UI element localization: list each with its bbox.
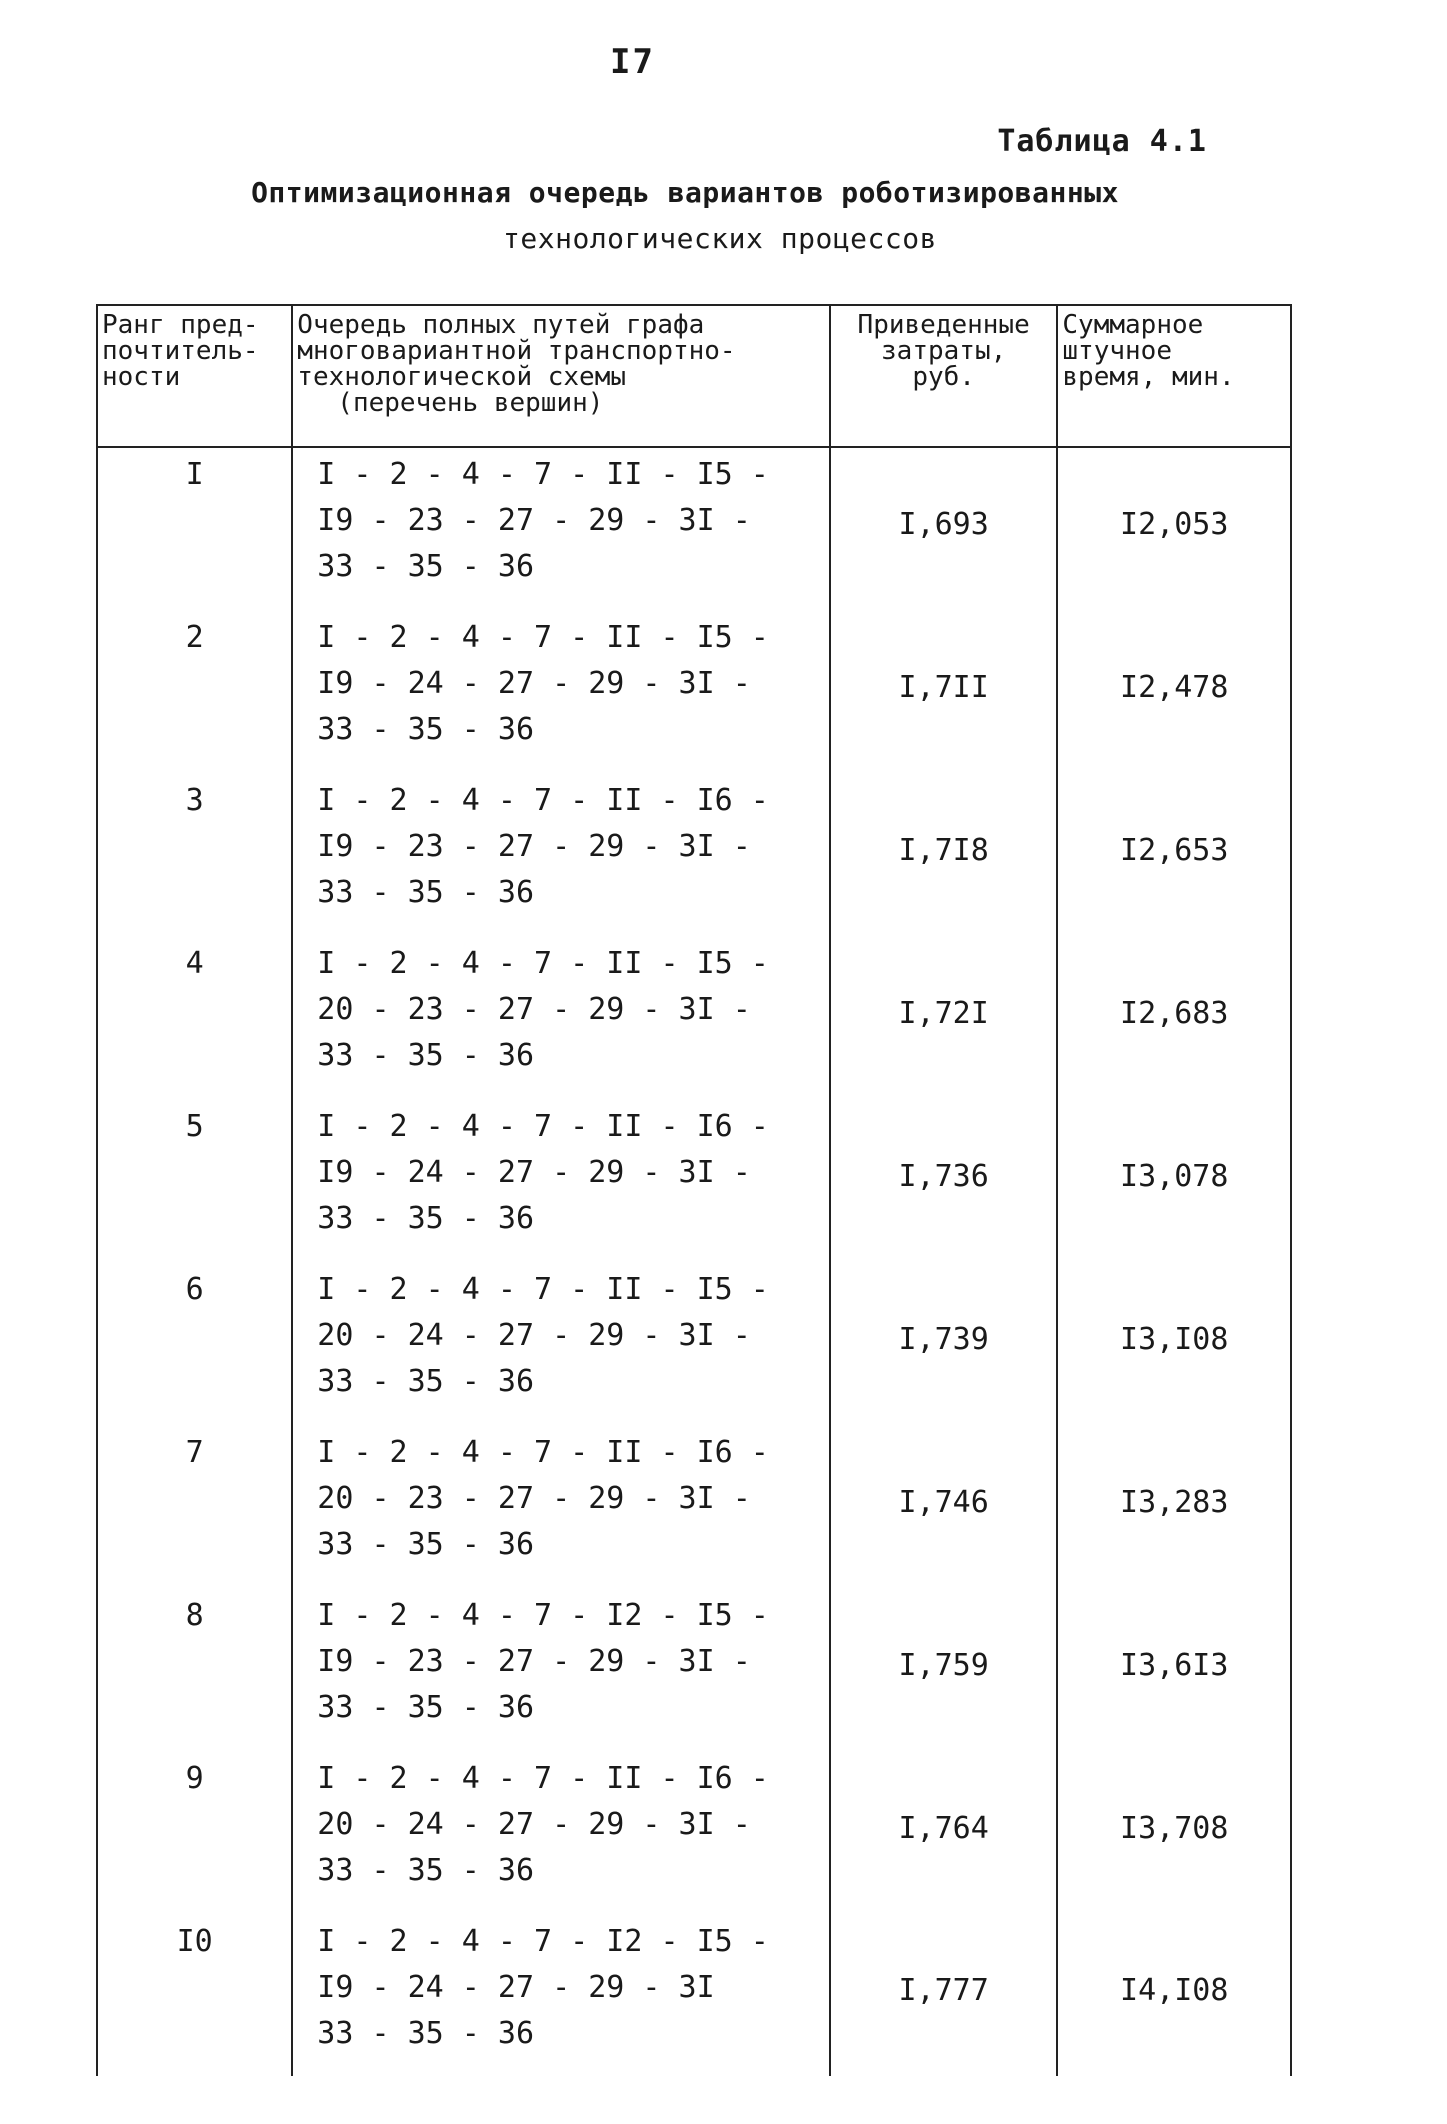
cost-cell: I,764 [830, 1752, 1058, 1915]
table-label: Таблица 4.1 [997, 124, 1207, 159]
cost-cell: I,777 [830, 1915, 1058, 2076]
header-rank [97, 305, 292, 447]
cost-cell: I,72I [830, 937, 1058, 1100]
path-line: I - 2 - 4 - 7 - II - I6 - [317, 1109, 769, 1144]
time-cell: I3,283 [1057, 1426, 1291, 1589]
path-line: I9 - 24 - 27 - 29 - 3I - [317, 1155, 751, 1190]
path-line: I - 2 - 4 - 7 - II - I6 - [317, 783, 769, 818]
path-cell [292, 611, 830, 774]
path-line: 33 - 35 - 36 [317, 549, 535, 584]
header-time-line: штучное [1062, 336, 1172, 366]
path-line: 33 - 35 - 36 [317, 1364, 535, 1399]
path-line: 33 - 35 - 36 [317, 2016, 535, 2051]
time-cell: I3,I08 [1057, 1263, 1291, 1426]
table-row [97, 1100, 1291, 1263]
rank-cell: 6 [97, 1263, 292, 1426]
path-line: I - 2 - 4 - 7 - II - I6 - [317, 1761, 769, 1796]
table-header-row [97, 305, 1291, 447]
rank-cell: I [97, 447, 292, 611]
table-title-line-2: технологических процессов [503, 222, 937, 255]
header-path-line: Очередь полных путей графа [297, 310, 705, 340]
table-title [120, 170, 1320, 262]
time-cell: I2,653 [1057, 774, 1291, 937]
rank-cell: 7 [97, 1426, 292, 1589]
table-row [97, 1589, 1291, 1752]
table-row [97, 611, 1291, 774]
cost-cell: I,739 [830, 1263, 1058, 1426]
table-row [97, 774, 1291, 937]
time-cell: I2,053 [1057, 447, 1291, 611]
table-row [97, 1915, 1291, 2076]
header-path-line: технологической схемы [297, 362, 627, 392]
header-rank-line: ности [102, 362, 181, 392]
path-line: I - 2 - 4 - 7 - II - I5 - [317, 1272, 769, 1307]
path-cell [292, 1915, 830, 2076]
path-line: I9 - 23 - 27 - 29 - 3I - [317, 503, 751, 538]
time-cell: I4,I08 [1057, 1915, 1291, 2076]
path-cell [292, 774, 830, 937]
table-row [97, 1263, 1291, 1426]
optimization-queue-table [96, 304, 1292, 2076]
cost-cell: I,7I8 [830, 774, 1058, 937]
path-cell [292, 1589, 830, 1752]
rank-cell: 2 [97, 611, 292, 774]
path-line: 33 - 35 - 36 [317, 1201, 535, 1236]
time-cell: I3,078 [1057, 1100, 1291, 1263]
path-cell [292, 937, 830, 1100]
header-time [1057, 305, 1291, 447]
path-cell [292, 447, 830, 611]
header-rank-line: Ранг пред- [102, 310, 259, 340]
time-cell: I3,6I3 [1057, 1589, 1291, 1752]
path-line: 33 - 35 - 36 [317, 1853, 535, 1888]
header-cost-line: затраты, [881, 336, 1007, 366]
time-cell: I2,683 [1057, 937, 1291, 1100]
table-row [97, 1752, 1291, 1915]
header-cost [830, 305, 1058, 447]
path-line: 33 - 35 - 36 [317, 712, 535, 747]
path-line: 33 - 35 - 36 [317, 1038, 535, 1073]
header-path [292, 305, 830, 447]
table-row [97, 447, 1291, 611]
header-cost-line: руб. [912, 362, 975, 392]
rank-cell: 9 [97, 1752, 292, 1915]
cost-cell: I,7II [830, 611, 1058, 774]
path-line: I - 2 - 4 - 7 - I2 - I5 - [317, 1598, 769, 1633]
path-line: 33 - 35 - 36 [317, 1527, 535, 1562]
path-line: 20 - 24 - 27 - 29 - 3I - [317, 1318, 751, 1353]
path-line: I - 2 - 4 - 7 - II - I5 - [317, 457, 769, 492]
path-line: 20 - 23 - 27 - 29 - 3I - [317, 992, 751, 1027]
path-line: 33 - 35 - 36 [317, 1690, 535, 1725]
path-line: I9 - 24 - 27 - 29 - 3I - [317, 666, 751, 701]
header-time-line: Суммарное [1062, 310, 1204, 340]
path-line: I - 2 - 4 - 7 - I2 - I5 - [317, 1924, 769, 1959]
cost-cell: I,693 [830, 447, 1058, 611]
table-row [97, 1426, 1291, 1589]
path-cell [292, 1426, 830, 1589]
rank-cell: 3 [97, 774, 292, 937]
cost-cell: I,759 [830, 1589, 1058, 1752]
time-cell: I3,708 [1057, 1752, 1291, 1915]
path-line: I9 - 23 - 27 - 29 - 3I - [317, 829, 751, 864]
path-cell [292, 1263, 830, 1426]
page-number: I7 [610, 42, 655, 82]
header-cost-line: Приведенные [857, 310, 1030, 340]
path-cell [292, 1752, 830, 1915]
rank-cell: 5 [97, 1100, 292, 1263]
rank-cell: 4 [97, 937, 292, 1100]
path-line: I9 - 24 - 27 - 29 - 3I [317, 1970, 715, 2005]
path-line: I - 2 - 4 - 7 - II - I5 - [317, 620, 769, 655]
cost-cell: I,736 [830, 1100, 1058, 1263]
table-row [97, 937, 1291, 1100]
path-line: I - 2 - 4 - 7 - II - I6 - [317, 1435, 769, 1470]
header-path-line: (перечень вершин) [337, 388, 604, 418]
path-line: I - 2 - 4 - 7 - II - I5 - [317, 946, 769, 981]
table-title-line-1: Оптимизационная очередь вариантов роботизированных [251, 176, 1119, 209]
header-path-line: многовариантной транспортно- [297, 336, 736, 366]
path-line: I9 - 23 - 27 - 29 - 3I - [317, 1644, 751, 1679]
path-line: 20 - 23 - 27 - 29 - 3I - [317, 1481, 751, 1516]
cost-cell: I,746 [830, 1426, 1058, 1589]
header-rank-line: почтитель- [102, 336, 259, 366]
rank-cell: 8 [97, 1589, 292, 1752]
path-line: 33 - 35 - 36 [317, 875, 535, 910]
header-time-line: время, мин. [1062, 362, 1235, 392]
path-cell [292, 1100, 830, 1263]
time-cell: I2,478 [1057, 611, 1291, 774]
rank-cell: I0 [97, 1915, 292, 2076]
path-line: 20 - 24 - 27 - 29 - 3I - [317, 1807, 751, 1842]
